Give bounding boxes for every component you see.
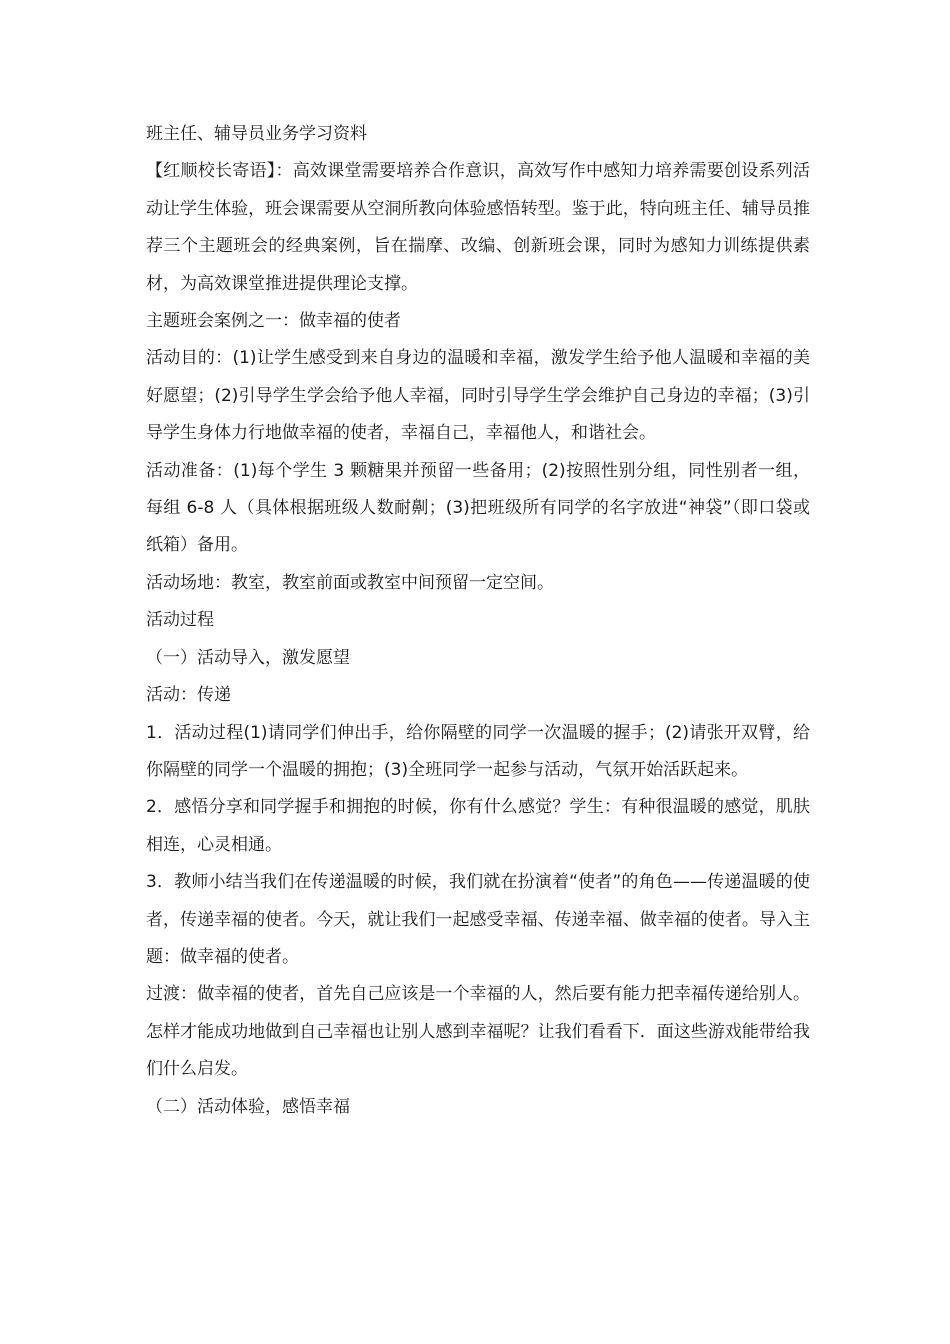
activity-purpose-paragraph: 活动目的：(1)让学生感受到来自身边的温暖和幸福，激发学生给予他人温暖和幸福的美好愿望；(2)引导学生学会给予他人幸福，同时引导学生学会维护自己身边的幸福；(3)引导学生身体力行地做幸福的使者，幸福自己，幸福他人，和谐社会。 [146, 348, 810, 444]
step-two-paragraph: 2．感悟分享和同学握手和拥抱的时候，你有什么感觉？学生：有种很温暖的感觉，肌肤相连，心灵相通。 [146, 797, 810, 855]
step-three-paragraph: 3．教师小结当我们在传递温暖的时候，我们就在扮演着“使者”的角色——传递温暖的使者，传递幸福的使者。今天，就让我们一起感受幸福、传递幸福、做幸福的使者。导入主题：做幸福的使者。 [146, 872, 810, 967]
transition-paragraph: 过渡：做幸福的使者，首先自己应该是一个幸福的人，然后要有能力把幸福传递给别人。怎样才能成功地做到自己幸福也让别人感到幸福呢？让我们看看下．面这些游戏能带给我们什么启发。 [146, 984, 810, 1080]
activity-preparation-paragraph: 活动准备：(1)每个学生 3 颗糖果并预留一些备用；(2)按照性别分组，同性别者一组，每组 6-8 人（具体根据班级人数耐劓；(3)把班级所有同学的名字放进“神袋”（即口袋或纸箱）备用。 [146, 460, 810, 556]
activity-name-line: 活动：传递 [146, 685, 231, 706]
principal-message-paragraph: 【红顺校长寄语】：高效课堂需要培养合作意识，高效写作中感知力培养需要创设系列活动让学生体验，班会课需要从空洞所教向体验感悟转型。鉴于此，特向班主任、辅导员推荐三个主题班会的经典案例，旨在揣摩、改编、创新班会课，同时为感知力训练提供素材，为高效课堂推进提供理论支撑。 [146, 161, 810, 294]
document-title: 班主任、辅导员业务学习资料 [146, 124, 367, 144]
case-title: 主题班会案例之一：做幸福的使者 [146, 311, 401, 332]
step-one-paragraph: 1．活动过程(1)请同学们伸出手，给你隔壁的同学一次温暖的握手；(2)请张开双臂，给你隔壁的同学一个温暖的拥抱；(3)全班同学一起参与活动，气氛开始活跃起来。 [146, 722, 810, 780]
document-body [146, 116, 810, 1126]
activity-venue-paragraph: 活动场地：教室，教室前面或教室中间预留一定空间。 [146, 572, 554, 593]
section-one-heading: （一）活动导入，激发愿望 [146, 647, 350, 668]
section-two-heading: （二）活动体验，感悟幸福 [146, 1096, 350, 1117]
activity-process-heading: 活动过程 [146, 610, 214, 631]
